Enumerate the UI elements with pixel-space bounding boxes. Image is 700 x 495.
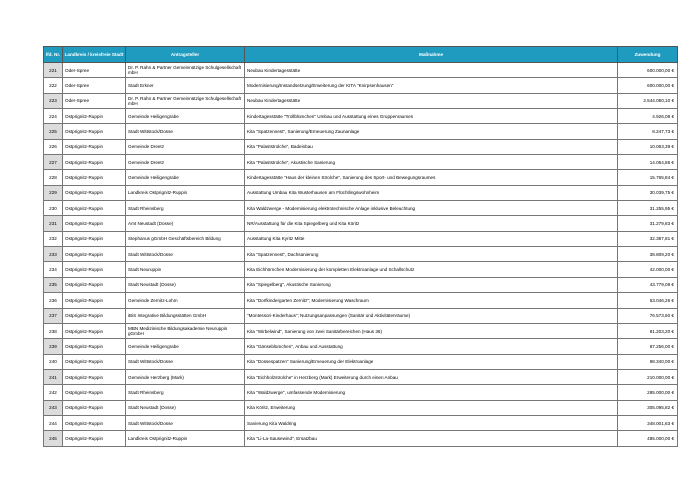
table-row <box>44 201 678 216</box>
cell-measure: Kita "Palaststrolche", Badeinbau <box>245 139 618 154</box>
cell-measure: Kita "Waldzwerge", umfassende Modernisierung <box>245 385 618 400</box>
cell-amount: 10.063,39 € <box>618 139 678 154</box>
table-header-row <box>44 47 678 63</box>
cell-amount: 348.001,63 € <box>618 415 678 430</box>
cell-amount: 305.095,82 € <box>618 400 678 415</box>
cell-measure: Ausstattung Kita Kyritz Mitte <box>245 231 618 246</box>
cell-applicant: Stadt Rheinsberg <box>126 201 245 216</box>
cell-measure: Sanierung Kita Waldring <box>245 415 618 430</box>
cell-measure: Kita "Spiegelberg", Akustische Sanierung <box>245 277 618 292</box>
table-row <box>44 431 678 446</box>
cell-applicant: Stadt Erkner <box>126 78 245 93</box>
cell-region: Ostprignitz-Ruppin <box>63 139 126 154</box>
cell-region: Ostprignitz-Ruppin <box>63 277 126 292</box>
table-row <box>44 78 678 93</box>
cell-applicant: Stadt Wittstock/Dosse <box>126 415 245 430</box>
cell-nr: 240 <box>44 354 63 369</box>
cell-amount: 15.765,84 € <box>618 170 678 185</box>
table-row <box>44 400 678 415</box>
cell-nr: 224 <box>44 109 63 124</box>
table-row <box>44 124 678 139</box>
cell-measure: Kita "Li-La-Sausewind", Ersatzbau <box>245 431 618 446</box>
cell-measure: Ausstattung Umbau Kita Wusterhausen am Flüchtlingswohnheim <box>245 185 618 200</box>
cell-applicant: Gemeinde Dreetz <box>126 155 245 170</box>
table-row <box>44 354 678 369</box>
cell-applicant: Landkreis Ostprignitz-Ruppin <box>126 185 245 200</box>
cell-amount: 87.256,00 € <box>618 339 678 354</box>
cell-applicant: MBN Medizinische Bildungsakademie Neuruppin gGmbH <box>126 323 245 338</box>
cell-nr: 241 <box>44 369 63 384</box>
cell-amount: 210.000,00 € <box>618 369 678 384</box>
cell-region: Ostprignitz-Ruppin <box>63 247 126 262</box>
cell-nr: 243 <box>44 400 63 415</box>
cell-measure: Kita "Dossespatzen" Sanierung/Erneuerung der Elektroanlage <box>245 354 618 369</box>
cell-region: Ostprignitz-Ruppin <box>63 431 126 446</box>
cell-nr: 235 <box>44 277 63 292</box>
cell-region: Ostprignitz-Ruppin <box>63 201 126 216</box>
cell-measure: Kita Waldzwerge - Modernisierung elektrotechnische Anlage inklusive Beleuchtung <box>245 201 618 216</box>
cell-amount: 8.247,73 € <box>618 124 678 139</box>
cell-applicant: Gemeinde Heiligengrabe <box>126 170 245 185</box>
header-measure: Maßnahme <box>245 47 618 63</box>
cell-measure: NR/Ausstattung für die Kita Spiegelberg und Kita Köritz <box>245 216 618 231</box>
cell-nr: 244 <box>44 415 63 430</box>
cell-nr: 237 <box>44 308 63 323</box>
cell-nr: 223 <box>44 93 63 108</box>
cell-nr: 226 <box>44 139 63 154</box>
table-row <box>44 339 678 354</box>
cell-nr: 234 <box>44 262 63 277</box>
header-region: Landkreis / kreisfreie Stadt <box>63 47 126 63</box>
cell-region: Ostprignitz-Ruppin <box>63 262 126 277</box>
cell-nr: 228 <box>44 170 63 185</box>
cell-region: Ostprignitz-Ruppin <box>63 293 126 308</box>
cell-nr: 231 <box>44 216 63 231</box>
cell-amount: 30.039,75 € <box>618 185 678 200</box>
cell-nr: 227 <box>44 155 63 170</box>
table-row <box>44 415 678 430</box>
cell-applicant: Stadt Neuruppin <box>126 262 245 277</box>
cell-amount: 600.000,00 € <box>618 63 678 78</box>
table-row <box>44 293 678 308</box>
table-row <box>44 216 678 231</box>
cell-applicant: Stadt Neustadt (Dosse) <box>126 400 245 415</box>
cell-measure: Kita "Gänseblümchen", Anbau und Ausstattung <box>245 339 618 354</box>
cell-region: Ostprignitz-Ruppin <box>63 155 126 170</box>
cell-applicant: iBiS Integrative Bildungsstätten GmbH <box>126 308 245 323</box>
cell-amount: 485.000,00 € <box>618 431 678 446</box>
cell-measure: Neubau Kindertagesstätte <box>245 63 618 78</box>
cell-applicant: Dr. P. Rahn & Partner Gemeinnützige Schulgesellschaft mbH <box>126 93 245 108</box>
cell-measure: Kita "Dorfkindergarten Zernitz"; Modernisierung Waschraum <box>245 293 618 308</box>
header-amount: Zuwendung <box>618 47 678 63</box>
cell-measure: Kita "Spatzennest", Dachsanierung <box>245 247 618 262</box>
cell-amount: 31.255,95 € <box>618 201 678 216</box>
cell-amount: 285.000,00 € <box>618 385 678 400</box>
cell-nr: 239 <box>44 339 63 354</box>
cell-amount: 53.046,26 € <box>618 293 678 308</box>
table-row <box>44 247 678 262</box>
cell-amount: 43.779,08 € <box>618 277 678 292</box>
cell-measure: Kindertagesstätte "Trollblümchen" Umbau und Ausstattung eines Gruppenraumes <box>245 109 618 124</box>
header-applicant: Antragsteller <box>126 47 245 63</box>
cell-region: Ostprignitz-Ruppin <box>63 170 126 185</box>
cell-amount: 81.203,20 € <box>618 323 678 338</box>
cell-applicant: Gemeinde Heiligengrabe <box>126 109 245 124</box>
cell-nr: 230 <box>44 201 63 216</box>
cell-applicant: Gemeinde Zernitz-Lohm <box>126 293 245 308</box>
cell-amount: 4.926,08 € <box>618 109 678 124</box>
cell-region: Ostprignitz-Ruppin <box>63 415 126 430</box>
table-row <box>44 262 678 277</box>
cell-applicant: Gemeinde Heiligengrabe <box>126 339 245 354</box>
cell-amount: 14.054,86 € <box>618 155 678 170</box>
cell-nr: 238 <box>44 323 63 338</box>
cell-applicant: Landkreis Ostprignitz-Ruppin <box>126 431 245 446</box>
cell-applicant: Stadt Wittstock/Dosse <box>126 124 245 139</box>
cell-applicant: Gemeinde Dreetz <box>126 139 245 154</box>
cell-nr: 222 <box>44 78 63 93</box>
cell-measure: Kita Eichhörnchen Modernisierung der kompletten Elektroanlage und Schallschutz <box>245 262 618 277</box>
table-body <box>44 63 678 447</box>
cell-region: Ostprignitz-Ruppin <box>63 231 126 246</box>
cell-region: Ostprignitz-Ruppin <box>63 385 126 400</box>
cell-applicant: Stadt Wittstock/Dosse <box>126 247 245 262</box>
table-row <box>44 231 678 246</box>
cell-amount: 600.000,00 € <box>618 78 678 93</box>
cell-region: Ostprignitz-Ruppin <box>63 339 126 354</box>
cell-region: Ostprignitz-Ruppin <box>63 400 126 415</box>
cell-measure: Kita "Palaststrolche", Akustische Sanierung <box>245 155 618 170</box>
cell-region: Ostprignitz-Ruppin <box>63 369 126 384</box>
cell-applicant: Stadt Neustadt (Dosse) <box>126 277 245 292</box>
cell-applicant: Stephanus gGmbH Geschäftsbereich Bildung <box>126 231 245 246</box>
cell-measure: "Montessori-Kinderhaus"; Nutzungsanpassungen (Sanitär und Aktivitätenräume) <box>245 308 618 323</box>
table-row <box>44 109 678 124</box>
header-nr: lfd. Nr. <box>44 47 63 63</box>
cell-region: Ostprignitz-Ruppin <box>63 185 126 200</box>
table-row <box>44 93 678 108</box>
table-row <box>44 385 678 400</box>
table-row <box>44 185 678 200</box>
cell-amount: 42.000,00 € <box>618 262 678 277</box>
cell-nr: 225 <box>44 124 63 139</box>
cell-applicant: Amt Neustadt (Dosse) <box>126 216 245 231</box>
cell-region: Ostprignitz-Ruppin <box>63 354 126 369</box>
cell-region: Ostprignitz-Ruppin <box>63 124 126 139</box>
cell-amount: 2.544.050,10 € <box>618 93 678 108</box>
table-row <box>44 323 678 338</box>
cell-measure: Kindertagesstätte "Haus der kleinen Strolche", Sanierung des Sport- und Bewegungsraumes <box>245 170 618 185</box>
cell-amount: 31.279,83 € <box>618 216 678 231</box>
cell-measure: Kita "Eichholzstrolche" in Herzberg (Mark) Erweiterung durch einen Anbau <box>245 369 618 384</box>
cell-amount: 98.340,00 € <box>618 354 678 369</box>
funding-table <box>43 46 678 447</box>
cell-nr: 245 <box>44 431 63 446</box>
table-row <box>44 155 678 170</box>
cell-region: Ostprignitz-Ruppin <box>63 109 126 124</box>
cell-region: Ostprignitz-Ruppin <box>63 216 126 231</box>
cell-measure: Modernisierung/Instandsetzung/Erweiterung der KITA "Knirpsenhausen" <box>245 78 618 93</box>
cell-measure: Kita "Wirbelwind", Sanierung von zwei Sanitärbereichen (Haus 36) <box>245 323 618 338</box>
cell-applicant: Stadt Rheinsberg <box>126 385 245 400</box>
table-row <box>44 170 678 185</box>
table-row <box>44 369 678 384</box>
table-row <box>44 139 678 154</box>
cell-amount: 38.809,20 € <box>618 247 678 262</box>
cell-region: Oder-Spree <box>63 78 126 93</box>
cell-applicant: Stadt Wittstock/Dosse <box>126 354 245 369</box>
cell-measure: Kita "Spatzennest", Sanierung/Erneuerung Zaunanlage <box>245 124 618 139</box>
table-row <box>44 308 678 323</box>
cell-applicant: Dr. P. Rahn & Partner Gemeinnützige Schulgesellschaft mbH <box>126 63 245 78</box>
cell-region: Ostprignitz-Ruppin <box>63 323 126 338</box>
cell-measure: Kita Köritz, Erweiterung <box>245 400 618 415</box>
cell-region: Oder-Spree <box>63 63 126 78</box>
cell-measure: Neubau Kindertagesstätte <box>245 93 618 108</box>
table-row <box>44 63 678 78</box>
cell-amount: 32.387,81 € <box>618 231 678 246</box>
cell-nr: 236 <box>44 293 63 308</box>
cell-amount: 76.573,60 € <box>618 308 678 323</box>
cell-region: Oder-Spree <box>63 93 126 108</box>
cell-nr: 242 <box>44 385 63 400</box>
cell-applicant: Gemeinde Herzberg (Mark) <box>126 369 245 384</box>
document-page <box>43 46 674 447</box>
cell-nr: 233 <box>44 247 63 262</box>
table-row <box>44 277 678 292</box>
cell-nr: 221 <box>44 63 63 78</box>
cell-nr: 232 <box>44 231 63 246</box>
cell-nr: 229 <box>44 185 63 200</box>
cell-region: Ostprignitz-Ruppin <box>63 308 126 323</box>
